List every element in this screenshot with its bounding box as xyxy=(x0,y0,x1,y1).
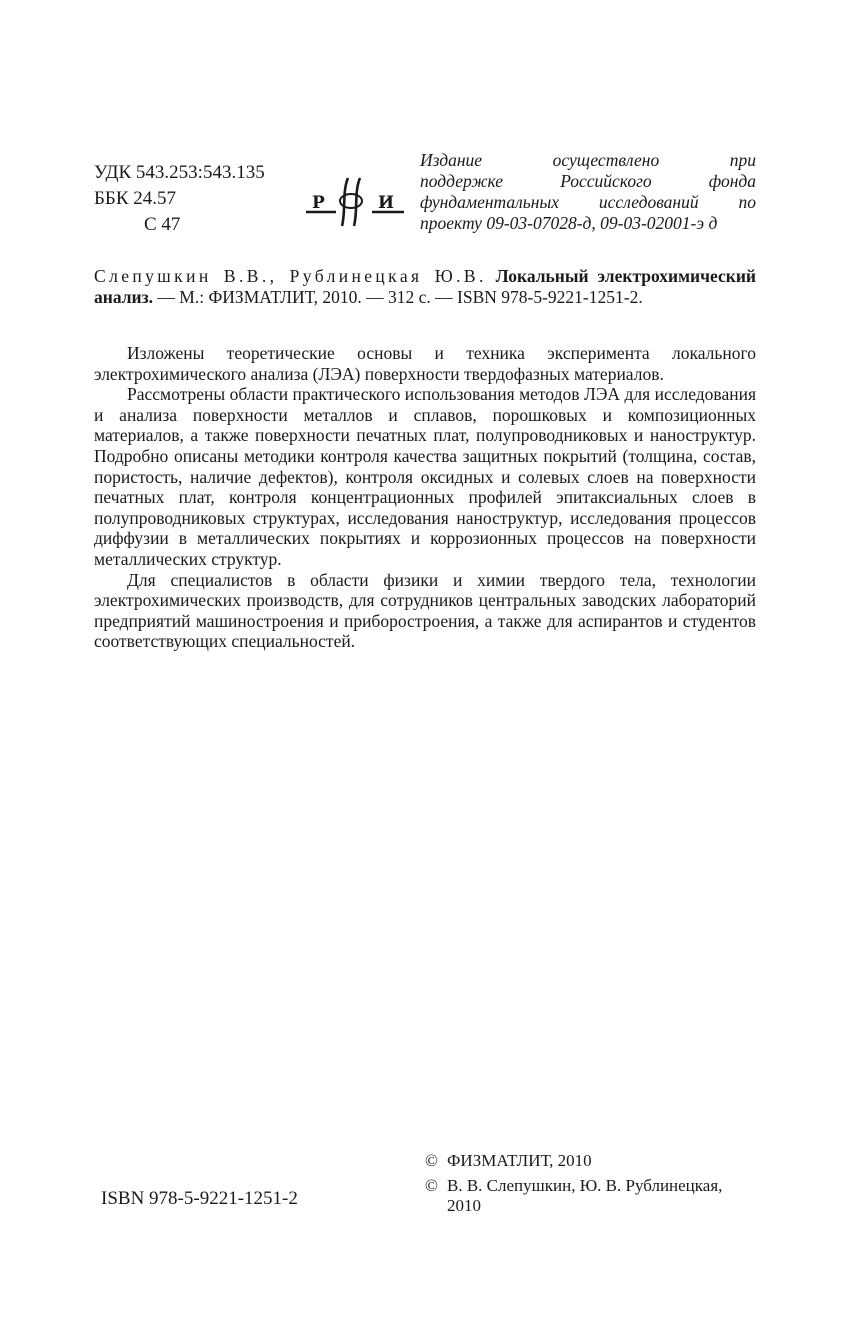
logo-letter-left: Р xyxy=(312,193,325,213)
funding-line: проекту 09-03-07028-д, 09-03-02001-э д xyxy=(420,213,718,233)
copyright-block xyxy=(425,1151,755,1221)
logo-letter-right: И xyxy=(378,193,395,213)
copyright-publisher-text: ФИЗМАТЛИТ, 2010 xyxy=(447,1151,592,1170)
funding-line: поддержке Российского фонда xyxy=(420,171,756,191)
bibliographic-title: Локальный электрохимический анализ. xyxy=(94,266,757,307)
funding-note xyxy=(420,150,756,234)
abstract-paragraph: Рассмотрены области практического использования методов ЛЭА для исследования и анализа поверхности металлов и сплавов, порошковых и композиционных материалов, а также поверхности печатных плат, полупроводниковых и наноструктур. Подробно описаны методики контроля качества защитных покрытий (толщина, состав, пористость, наличие дефектов), контроля оксидных и солевых слоев на поверхности печатных плат, контроля концентрационных профилей эпитаксиальных слоев в полупроводниковых структурах, исследования наноструктур, исследования процессов диффузии в металлических покрытиях и коррозионных процессов на поверхности металлических структур. xyxy=(94,384,756,569)
abstract xyxy=(94,343,756,652)
bbk-code: ББК 24.57 xyxy=(94,188,176,209)
copyright-icon: © xyxy=(425,1151,438,1170)
copyright-icon: © xyxy=(425,1175,438,1195)
bibliographic-imprint: — М.: ФИЗМАТЛИТ, 2010. — 312 с. — ISBN 978-5-9221-1251-2. xyxy=(157,287,643,307)
bibliographic-authors: Слепушкин В.В., Рублинецкая Ю.В. xyxy=(94,266,487,286)
udk-code: УДК 543.253:543.135 xyxy=(94,162,265,183)
abstract-paragraph: Для специалистов в области физики и химии твердого тела, технологии электрохимических производств, для сотрудников центральных заводских лабораторий предприятий машиностроения и приборостроения, а также для аспирантов и студентов соответствующих специальностей. xyxy=(94,569,756,652)
bibliographic-record xyxy=(94,266,756,308)
copyright-authors xyxy=(425,1176,755,1217)
copyright-publisher xyxy=(425,1151,755,1172)
author-mark: С 47 xyxy=(144,214,181,235)
copyright-authors-text: В. В. Слепушкин, Ю. В. Рублинецкая, 2010 xyxy=(447,1175,723,1215)
abstract-paragraph: Изложены теоретические основы и техника эксперимента локального электрохимического анализа (ЛЭА) поверхности твердофазных материалов. xyxy=(94,343,756,384)
classification-block xyxy=(94,160,265,238)
funding-line: фундаментальных исследований по xyxy=(420,192,756,212)
rffi-logo-icon xyxy=(302,172,412,230)
isbn: ISBN 978-5-9221-1251-2 xyxy=(101,1188,298,1209)
funding-line: Издание осуществлено при xyxy=(420,150,756,170)
